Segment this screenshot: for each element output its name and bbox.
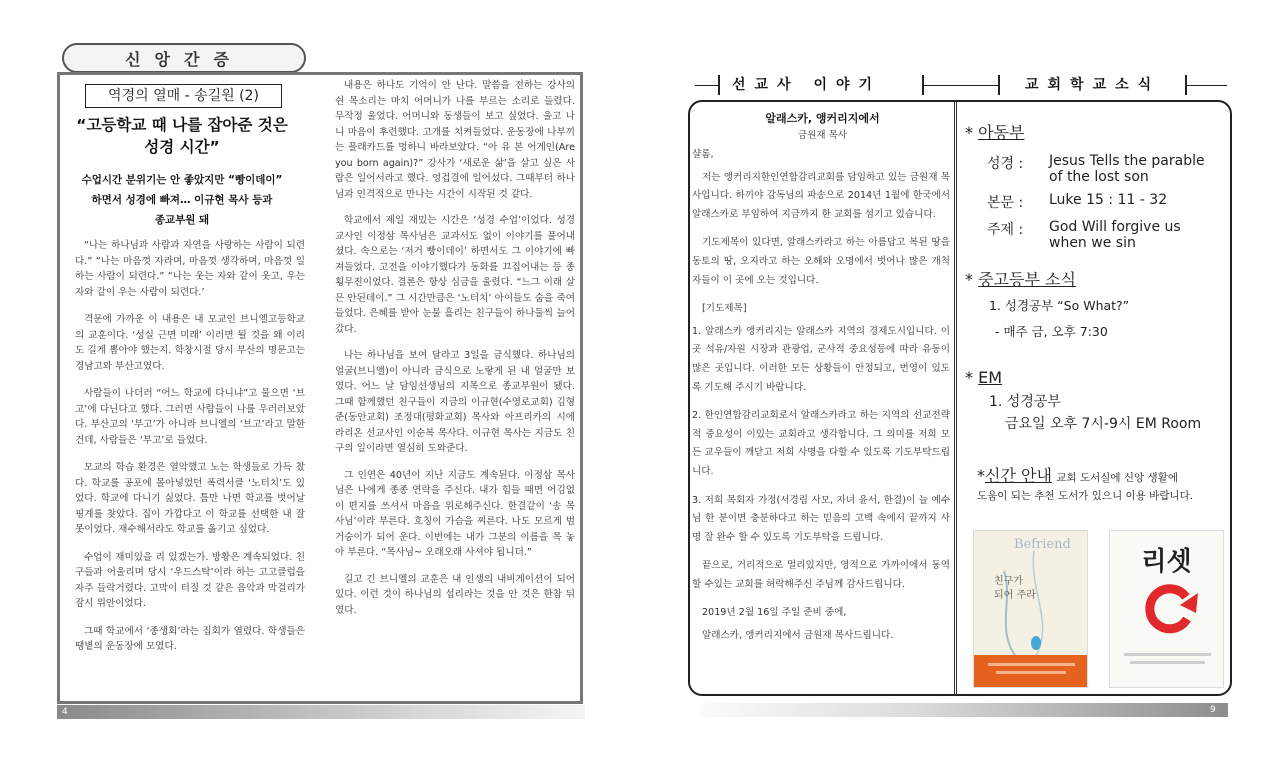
subhead-line: 수업시간 분위기는 안 좋았지만 “빵이데이” [81,174,283,186]
new-books-desc-line: 교회 도서실에 신앙 생활에 [1056,472,1178,484]
letter-greeting: 샬롬, [692,149,714,160]
article-banner: 역경의 열매 - 송길원 (2) [85,84,282,108]
text-value: Luke 15 : 11 - 32 [1049,192,1168,208]
letter-date: 2019년 2월 16일 주일 준비 중에, [702,607,847,619]
kids-text-row [965,192,1225,212]
article-headline [72,114,292,158]
page-number-right: 9 [1210,705,1216,715]
theme-label: 주제 : [987,222,1024,238]
subhead-line: 하면서 성경에 빠져… 이규현 목사 등과 [91,194,273,206]
article-column-2 [335,78,575,629]
article-column-1 [75,238,305,667]
youth-line: 1. 성경공부 “So What?” [989,298,1130,313]
subhead-line: 종교부원 돼 [154,214,210,226]
article-paragraph: 사람들이 나더러 “어느 학교에 다니냐”고 물으면 ‘브고’에 다닌다고 했다. 그러면 사람들이 나를 우러러보았다. 부산고의 ‘부고’가 아니라 브니엘의 ‘브고’라고 말한 건데, 사람들은 ‘부고’로 들었다. [75,388,305,446]
letter-signature: 알래스카, 앵커리지에서 금원재 목사드립니다. [702,630,894,642]
new-books-desc-line: 도움이 되는 추천 도서가 있으니 이용 바랍니다. [977,490,1194,502]
article-paragraph: 그때 학교에서 ‘종생회’라는 집회가 열렸다. 학생들은 땡볕의 운동장에 모였다. [75,625,305,652]
text-label: 본문 : [987,195,1024,211]
letter-body [692,146,950,656]
article-paragraph: 내용은 하나도 기억이 안 난다. 말씀을 전하는 강사의 쉰 목소리는 마치 어머니가 나를 부르는 소리로 들렸다. 무작정 울었다. 어머니와 동생들이 보고 싶었다. 울고 나니 마음이 후련했다. 고개를 치켜들었다. 운동장에 나부끼는 플래카드를 멍하니 바라보았다. “아 유 본 어게인(Are you born again)?” 강사가 ‘새로운 삶’을 살고 싶은 사람은 일어서라고 했다. 엉겁결에 일어섰다. 그때부터 하나님과 인격적으로 만나는 시간이 시작된 것 같다. [335,80,575,200]
new-books-notice [965,463,1225,503]
prayer-item: 3. 저희 목회자 가정(서경림 사모, 자녀 윤서, 한결)이 늘 예수님 한 분이면 충분하다고 하는 믿음의 고백 속에서 끝까지 사명 잘 완수 할 수 있도록 기도부탁을 드립니다. [692,494,950,543]
church-school-news [965,120,1225,503]
footer-bar-left [57,705,585,719]
article-paragraph: “나는 하나님과 사람과 자연을 사랑하는 사람이 되련다.” “나는 마음껏 자라며, 마음껏 생각하며, 마음껏 일하는 사람이 되련다.” “나는 웃는 자와 같이 웃고, 우는 자와 같이 우는 사람이 되련다.’ [75,240,305,298]
article-paragraph: 격문에 가까운 이 내용은 내 모교인 브니엘고등학교의 교훈이다. ‘성실 근면 미래’ 이러면 될 것을 왜 이리도 길게 뽑아야 했는지. 학창시절 당시 부산의 명문고는 경남고와 부산고였다. [75,314,305,372]
prayer-item: 2. 한인연합감리교회로서 알래스카라고 하는 지역의 선교전략적 중요성이 이있는 교회라고 생각합니다. 그 의미를 저희 모든 교우들이 깨닫고 저희 사명을 다할 수 있도록 기도부탁드립니다. [692,410,950,477]
section-title: 신앙간증 [125,50,243,69]
letter-paragraph: 끝으로, 거리적으로 멀리있지만, 영적으로 가까이에서 동역할 수있는 교회를 허락해주신 주님께 감사드립니다. [692,560,950,590]
article-paragraph: 모교의 학습 환경은 열악했고 노는 학생들로 가득 찼다. 학교를 공포에 몰아넣었던 폭력서클 ‘노터치’도 있었다. 학교에 다니기 싫었다. 틈만 나면 학교를 벗어날 핑계를 찾았다. 집이 가깝다고 이 학교를 선택한 내 잘못이었다. 재수해서라도 학교를 옮기고 싶었다. [75,462,305,535]
letter-author: 금원재 목사 [798,130,847,141]
page-number-left: 4 [62,707,68,717]
article-paragraph: 길고 긴 브니엘의 교훈은 내 인생의 내비게이션이 되어 있다. 이런 것이 하나님의 섭리라는 것을 안 것은 한참 뒤였다. [335,573,575,616]
em-section-title: * EM [965,368,1003,387]
em-line: 금요일 오후 7시-9시 EM Room [1005,416,1202,432]
column-divider [954,102,957,694]
article-subhead [72,170,292,230]
book-cover-reset [1109,530,1224,688]
missionary-story-header: 선교사 이야기 [732,77,882,93]
scripture-label: 성경 : [987,156,1024,172]
header-rule [695,85,720,86]
article-paragraph: 학교에서 제일 재밌는 시간은 ‘성경 수업’이었다. 성경 교사인 이정삼 목사님은 교과서도 없이 이야기를 풀어내셨다. 속으로는 ‘저거 빵이데이’ 하면서도 그 이야기에 빠져들었다. 고전을 이야기했다가 동화를 끄집어내는 등 종횡무진이었다. 결론은 항상 심금을 울렸다. “느그 이래 살믄 안된데이.” 그 시간만큼은 ‘노터치’ 아이들도 숨을 죽여 들었다. 은혜를 받아 눈물 흘리는 친구들이 하나둘씩 늘어갔다. [335,215,575,335]
book1-title-en: Befriend [1014,537,1071,552]
headline-line: “고등학교 때 나를 잡아준 것은 [76,116,288,134]
prayer-item: 1. 알래스카 앵커리지는 알래스카 지역의 경제도시입니다. 이곳 석유/자원 시장과 관광업, 군사적 중요성등에 따라 유동이 많은 곳입니다. 이러한 모든 상황들이 안정되고, 번영이 있도록 기도해 주시기 바랍니다. [692,325,950,393]
headline-line: 성경 시간” [144,138,220,156]
article-paragraph: 수업이 재미있을 리 있겠는가. 방황은 계속되었다. 친구들과 어울리며 당시 ‘우드스탁’이라 하는 고고클럽을 자주 들락거렸다. 고막이 터질 것 같은 음악과 막걸리가 잠시 위안이었다. [75,551,305,609]
article-paragraph: 그 인연은 40년이 지난 지금도 계속된다. 이정삼 목사님은 나에게 종종 연락을 주신다. 내가 힘들 때면 어김없이 편지를 쓰셔서 마음을 위로해주신다. 한결같이 ‘송 목사님’이라 부른다. 호칭이 가슴을 찌른다. 나도 모르게 범거숭이가 되어 운다. 이번에는 내가 그분의 이름을 목 놓아 부른다. “목사님~ 오래오래 사셔야 됩니더.” [335,469,575,558]
kids-scripture-row [965,153,1225,185]
article-paragraph: 나는 하나님을 보여 달라고 3일을 금식했다. 하나님의 얼굴(브니엘)이 아니라 금식으로 노랗게 된 내 얼굴만 보였다. 어느 날 담임선생님의 지목으로 종교부원이 됐다. 그때 함께했던 친구들이 지금의 이규현(수영로교회) 김형준(동안교회) 조정대(평화교회) 목사와 아프리카의 시에라리온 선교사인 이순복 목사다. 이규현 목사는 지금도 친구의 일이라면 열심히 도와준다. [335,350,575,454]
kids-theme-row [965,219,1225,251]
header-tick [718,75,720,95]
scripture-value: Jesus Tells the parable of the lost son [1049,153,1205,185]
header-rule [924,85,999,86]
theme-value: God Will forgive us when we sin [1049,219,1181,251]
book2-title: 리셋 [1141,547,1192,577]
letter-paragraph: 저는 앵커리지한인연합감리교회를 담임하고 있는 금원재 목사입니다. 하끼야 감독님의 파송으로 2014년 1월에 한국에서 알래스카로 부임하여 지금까지 한 교회를 섬기고 있습니다. [692,171,950,220]
church-school-header: 교회학교소식 [1025,77,1161,93]
book1-title-ko: 친구가 되어 주라 [994,576,1036,601]
letter-paragraph: 기도제목이 있다면, 알래스카라고 하는 아름답고 복된 땅을 동토의 땅, 오지라고 하는 오해와 오명에서 벗어나 많은 개척자들이 이 곳에 오는 것입니다. [692,237,950,286]
kids-section-title: * 아동부 [965,123,1025,142]
new-books-title: *신간 안내 [977,466,1052,485]
youth-section-title: * 중고등부 소식 [965,270,1076,289]
em-line: 1. 성경공부 [989,394,1061,410]
section-title-pill [62,43,306,73]
header-tick [998,75,1000,95]
youth-line: - 매주 금, 오후 7:30 [995,324,1108,339]
letter-title: 알래스카, 앵커리지에서 [765,112,880,125]
book-cover-art [974,531,1088,688]
footer-bar-right [700,703,1228,717]
prayer-heading: [기도제목] [702,303,747,315]
book-cover-befriend [973,530,1088,688]
header-rule [1187,85,1227,86]
